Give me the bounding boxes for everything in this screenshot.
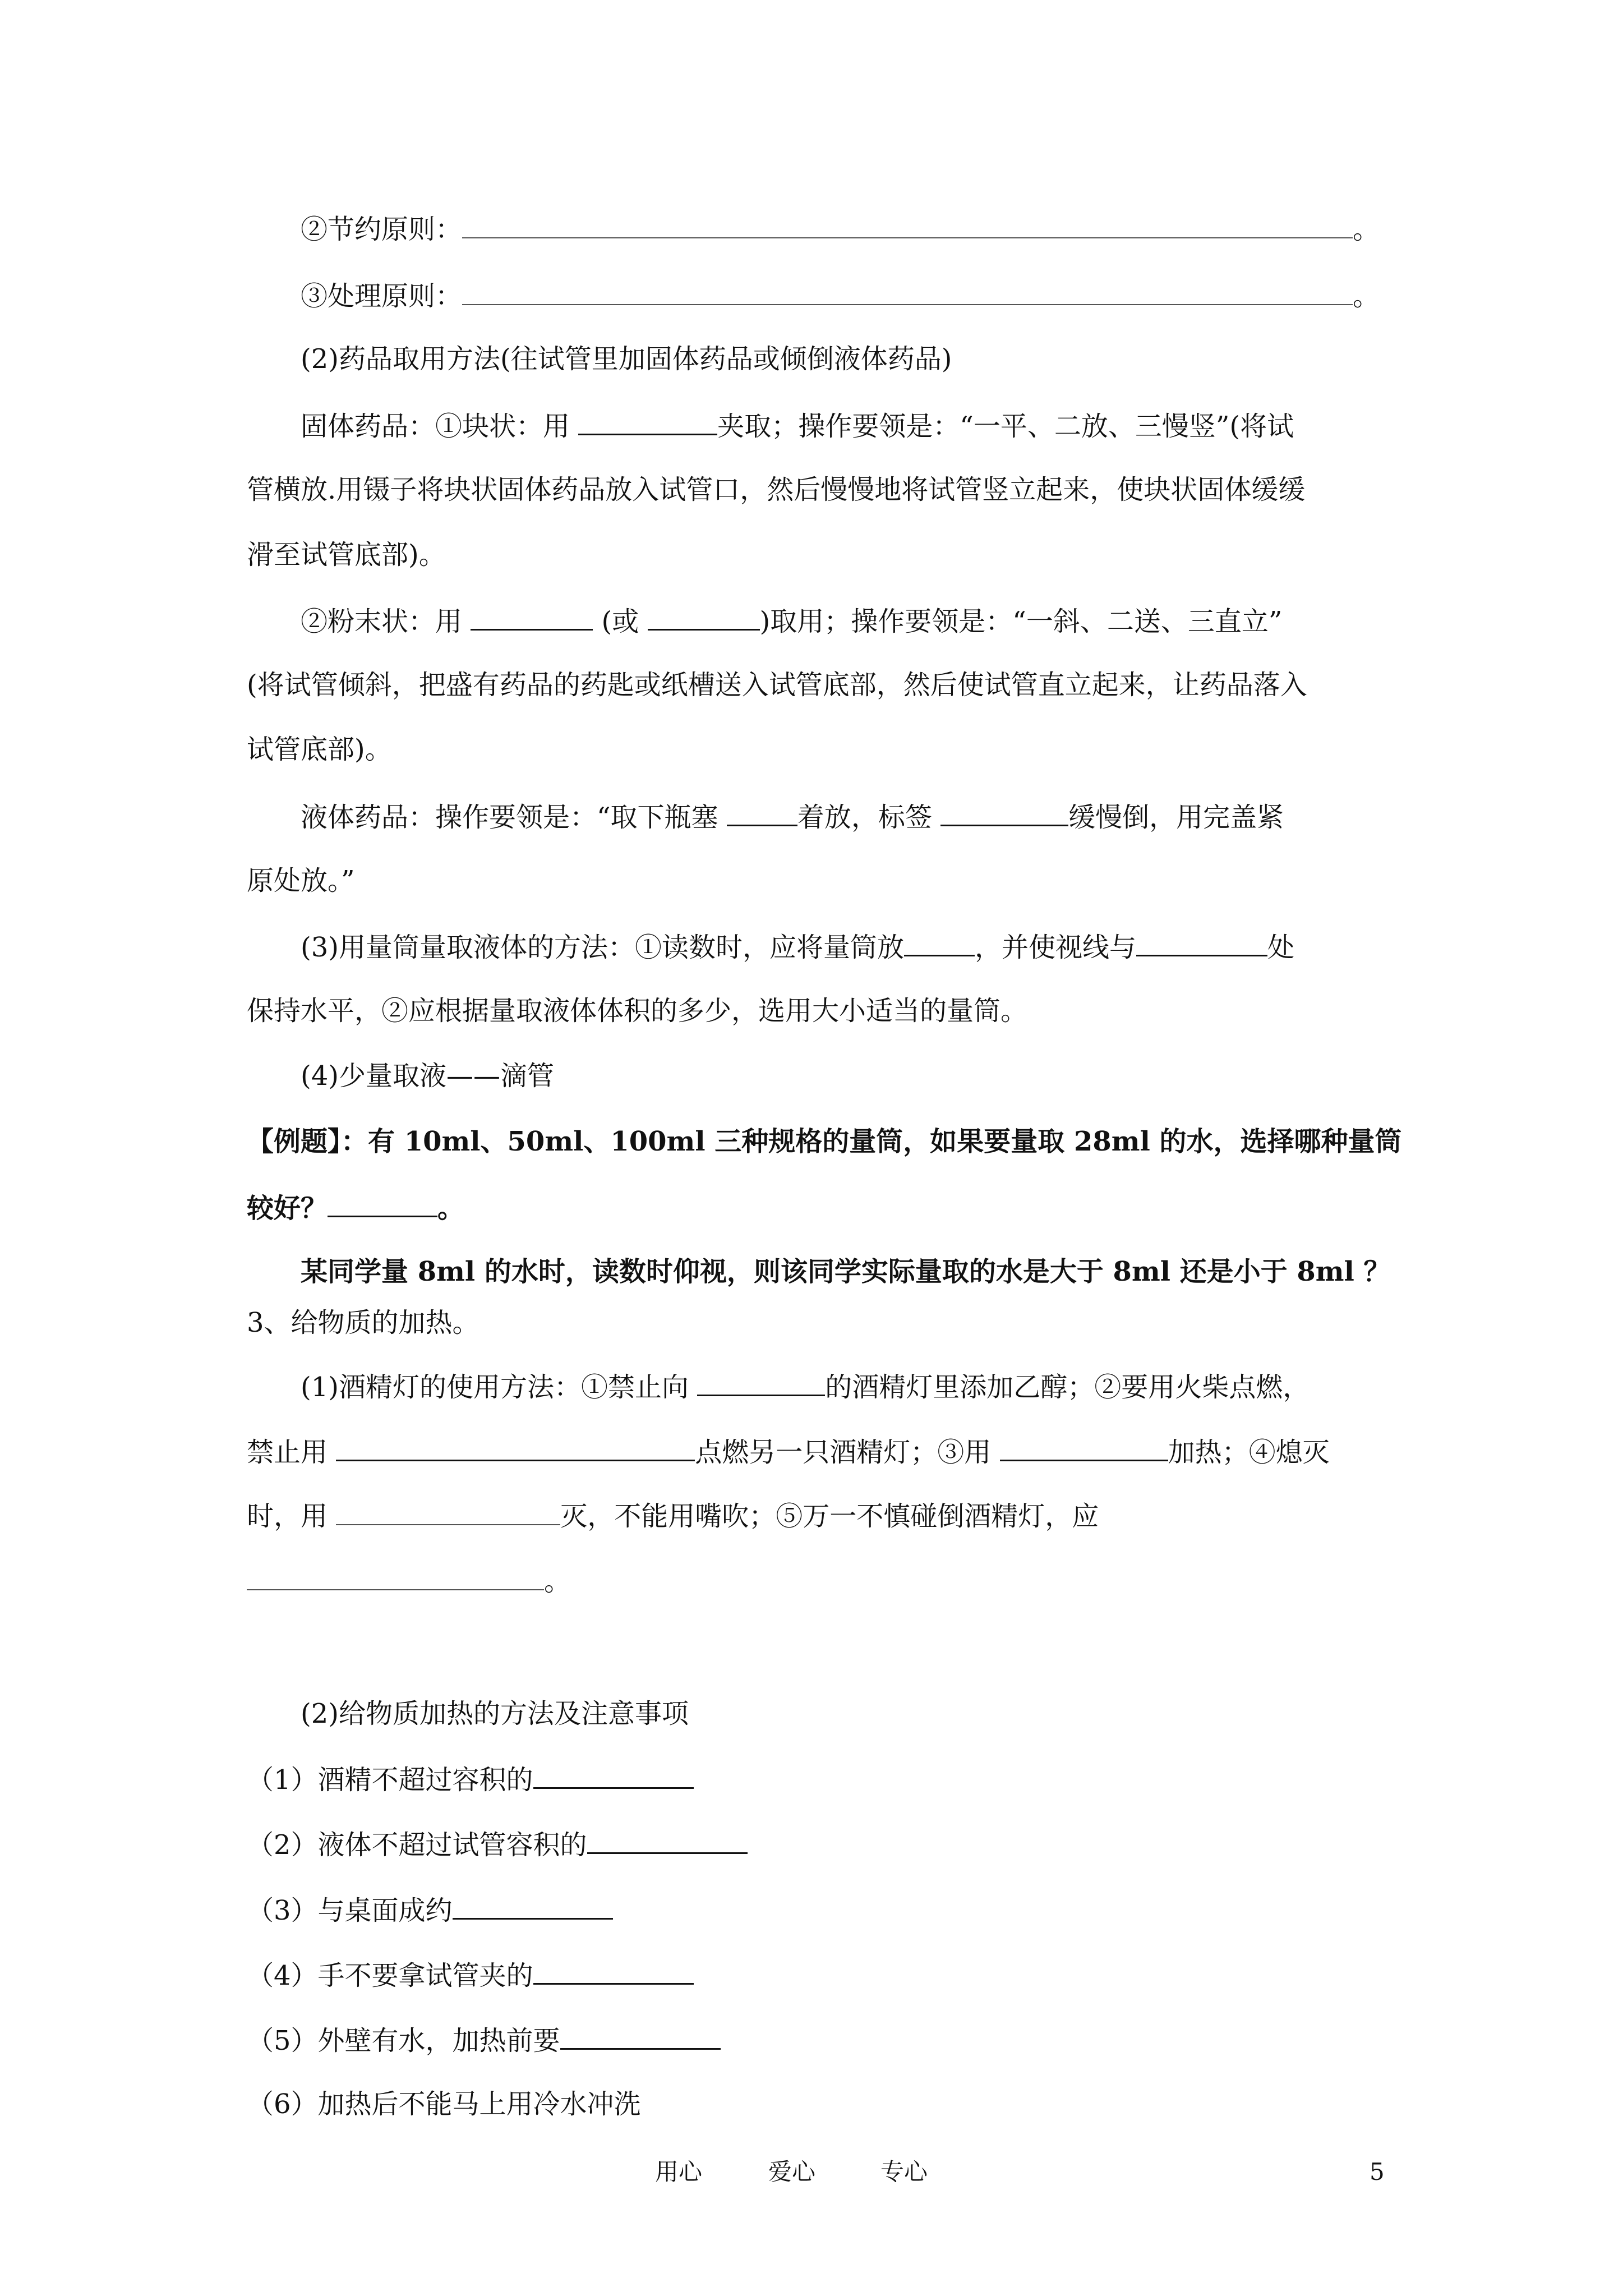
paragraph-line: 试管底部)。 [247, 734, 392, 765]
answer-blank[interactable] [1136, 929, 1267, 956]
list-item [247, 2022, 721, 2058]
answer-blank[interactable] [904, 929, 975, 956]
section-heading: 3、给物质的加热。 [247, 1307, 479, 1338]
list-item-text: （5）外壁有水，加热前要 [247, 2025, 560, 2056]
paragraph-line: 滑至试管底部)。 [247, 539, 446, 570]
paragraph-line [301, 603, 1282, 638]
answer-blank[interactable] [560, 2022, 721, 2050]
text-segment: 禁止用 [247, 1437, 328, 1468]
paragraph-line: 保持水平，②应根据量取液体体积的多少，选用大小适当的量筒。 [247, 995, 1028, 1027]
answer-blank[interactable] [533, 1761, 694, 1789]
text-segment: 夹取；操作要领是：“一平、二放、三慢竖”(将试 [717, 411, 1294, 442]
paragraph-line [301, 1369, 1310, 1404]
text-segment: 处 [1267, 932, 1295, 963]
list-item-text: （4）手不要拿试管夹的 [247, 1960, 533, 1991]
sentence-end: 。 [544, 1566, 571, 1597]
section-heading: (2)给物质加热的方法及注意事项 [301, 1698, 689, 1729]
answer-blank[interactable] [697, 1369, 825, 1396]
principle-save-line [301, 211, 1380, 246]
principle-dispose-label: ③处理原则： [301, 280, 463, 312]
text-segment: (或 [601, 606, 639, 637]
answer-blank[interactable] [587, 1826, 748, 1854]
text-segment: (3)用量筒量取液体的方法：①读数时，应将量筒放 [301, 932, 904, 963]
principle-dispose-line [301, 278, 1380, 313]
paragraph-line: 原处放。” [247, 865, 355, 896]
example-question: 某同学量 8ml 的水时，读数时仰视，则该同学实际量取的水是大于 8ml 还是小于 8ml ？ [301, 1256, 1391, 1287]
answer-blank[interactable] [336, 1434, 695, 1461]
answer-blank[interactable] [578, 408, 717, 435]
text-segment: ②粉末状：用 [301, 606, 463, 637]
list-item-text: （2）液体不超过试管容积的 [247, 1829, 587, 1861]
example-question: 【例题】：有 10ml、50ml、100ml 三种规格的量筒，如果要量取 28ml 的水，选择哪种量筒 [247, 1126, 1402, 1157]
text-segment: 点燃另一只酒精灯；③用 [695, 1437, 992, 1468]
text-segment: 时，用 [247, 1501, 328, 1532]
paragraph-line [247, 1563, 571, 1598]
page-number: 5 [1370, 2158, 1385, 2185]
section-heading: (2)药品取用方法(往试管里加固体药品或倾倒液体药品) [301, 343, 952, 375]
paragraph-line [301, 408, 1294, 443]
sentence-end: 。 [1353, 280, 1380, 312]
answer-blank[interactable] [727, 799, 797, 826]
answer-blank[interactable] [940, 799, 1068, 826]
text-segment: (1)酒精灯的使用方法：①禁止向 [301, 1372, 689, 1403]
text-segment: ，并使视线与 [975, 932, 1137, 963]
answer-blank[interactable] [453, 1892, 613, 1920]
footer-motto-1: 用心 [655, 2158, 703, 2185]
paragraph-line [247, 1498, 1099, 1533]
list-item-text: （3）与桌面成约 [247, 1895, 453, 1926]
answer-blank[interactable] [533, 1957, 694, 1985]
text-segment: 加热；④熄灭 [1168, 1437, 1330, 1468]
text-segment: 的酒精灯里添加乙醇；②要用火柴点燃， [825, 1372, 1310, 1403]
answer-blank[interactable] [471, 603, 593, 631]
text-segment: 着放，标签 [797, 802, 932, 833]
paragraph-line [301, 799, 1284, 834]
paragraph-line [247, 1434, 1330, 1469]
text-segment: 固体药品：①块状：用 [301, 411, 570, 442]
principle-save-label: ②节约原则： [301, 214, 463, 245]
list-item-text: （1）酒精不超过容积的 [247, 1764, 533, 1796]
answer-blank[interactable] [328, 1190, 437, 1217]
answer-blank[interactable] [247, 1563, 544, 1590]
text-segment: 较好？ [247, 1193, 328, 1224]
answer-blank[interactable] [1000, 1434, 1168, 1461]
list-item [247, 2087, 641, 2121]
answer-blank[interactable] [462, 211, 1353, 238]
list-item [247, 1826, 748, 1862]
text-segment: 灭，不能用嘴吹；⑤万一不慎碰倒酒精灯，应 [560, 1501, 1099, 1532]
list-item-text: （6）加热后不能马上用冷水冲洗 [247, 2088, 641, 2120]
footer-motto-3: 专心 [880, 2158, 928, 2185]
answer-blank[interactable] [648, 603, 760, 631]
paragraph-line [301, 929, 1294, 964]
sentence-end: 。 [437, 1193, 465, 1224]
text-segment: 液体药品：操作要领是：“取下瓶塞 [301, 802, 718, 833]
answer-blank[interactable] [462, 278, 1353, 305]
list-item [247, 1892, 613, 1927]
paragraph-line: 管横放.用镊子将块状固体药品放入试管口，然后慢慢地将试管竖立起来，使块状固体缓缓 [247, 474, 1306, 505]
example-question [247, 1190, 464, 1225]
list-item [247, 1761, 694, 1797]
footer-motto-2: 爱心 [768, 2158, 816, 2185]
list-item [247, 1957, 694, 1993]
answer-blank[interactable] [336, 1498, 560, 1525]
text-segment: )取用；操作要领是：“一斜、二送、三直立” [759, 606, 1283, 637]
text-segment: 缓慢倒，用完盖紧 [1068, 802, 1284, 833]
paragraph-line: (将试管倾斜，把盛有药品的药匙或纸槽送入试管底部，然后使试管直立起来，让药品落入 [247, 669, 1307, 701]
paragraph-line: (4)少量取液——滴管 [301, 1060, 554, 1092]
sentence-end: 。 [1353, 214, 1380, 245]
